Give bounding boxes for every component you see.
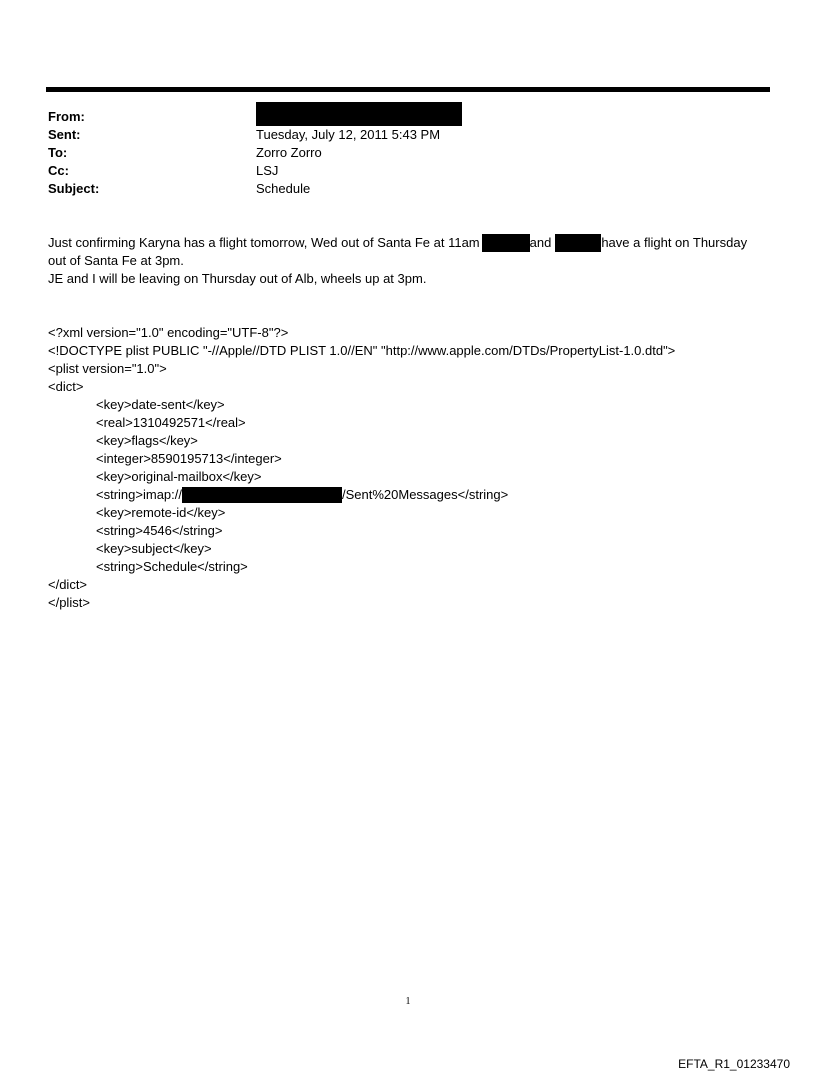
xml-line: <key>remote-id</key> bbox=[96, 505, 226, 520]
xml-line: <real>1310492571</real> bbox=[96, 415, 246, 430]
cc-label: Cc: bbox=[48, 163, 69, 178]
xml-line: </dict> bbox=[48, 577, 88, 592]
bates-number: EFTA_R1_01233470 bbox=[678, 1057, 790, 1071]
xml-line: <integer>8590195713</integer> bbox=[96, 451, 282, 466]
xml-line: <key>subject</key> bbox=[96, 541, 212, 556]
message-line-3: JE and I will be leaving on Thursday out of Alb, wheels up at 3pm. bbox=[48, 271, 427, 286]
from-label: From: bbox=[48, 109, 85, 124]
xml-line: </plist> bbox=[48, 595, 90, 610]
to-value: Zorro Zorro bbox=[256, 145, 322, 160]
xml-line: <?xml version="1.0" encoding="UTF-8"?> bbox=[48, 325, 289, 340]
sent-row bbox=[48, 126, 468, 144]
page-number: 1 bbox=[405, 996, 411, 1007]
to-row bbox=[48, 144, 468, 162]
sent-label: Sent: bbox=[48, 127, 81, 142]
to-label: To: bbox=[48, 145, 68, 160]
xml-line: <key>original-mailbox</key> bbox=[96, 469, 262, 484]
redaction-box bbox=[256, 102, 462, 126]
redaction-box bbox=[555, 234, 601, 252]
xml-line: <key>date-sent</key> bbox=[96, 397, 225, 412]
xml-line: <plist version="1.0"> bbox=[48, 361, 167, 376]
message-text: and bbox=[529, 235, 552, 250]
xml-line: <string>Schedule</string> bbox=[96, 559, 248, 574]
subject-label: Subject: bbox=[48, 181, 100, 196]
redaction-box bbox=[182, 487, 342, 503]
sent-value: Tuesday, July 12, 2011 5:43 PM bbox=[256, 127, 441, 142]
xml-line: <!DOCTYPE plist PUBLIC "-//Apple//DTD PLIST 1.0//EN" "http://www.apple.com/DTDs/PropertyList-1.0.dtd"> bbox=[48, 343, 676, 358]
from-row bbox=[48, 108, 468, 126]
xml-line-mailbox bbox=[48, 486, 675, 504]
xml-line: <dict> bbox=[48, 379, 84, 394]
xml-text: <string>imap:// bbox=[96, 487, 182, 502]
from-value-redacted bbox=[256, 108, 462, 126]
xml-line: <key>flags</key> bbox=[96, 433, 198, 448]
xml-line: <string>4546</string> bbox=[96, 523, 223, 538]
message-text: Just confirming Karyna has a flight tomorrow, Wed out of Santa Fe at 11am bbox=[48, 235, 480, 250]
cc-row bbox=[48, 162, 468, 180]
message-text: have a flight on Thursday bbox=[601, 235, 748, 250]
message-line-1 bbox=[48, 234, 747, 252]
subject-row bbox=[48, 180, 468, 198]
xml-block bbox=[48, 324, 675, 612]
cc-value: LSJ bbox=[256, 163, 279, 178]
xml-text: /Sent%20Messages</string> bbox=[342, 487, 509, 502]
redaction-box bbox=[482, 234, 530, 252]
header-rule bbox=[46, 87, 770, 92]
subject-value: Schedule bbox=[256, 181, 311, 196]
message-line-2: out of Santa Fe at 3pm. bbox=[48, 253, 184, 268]
